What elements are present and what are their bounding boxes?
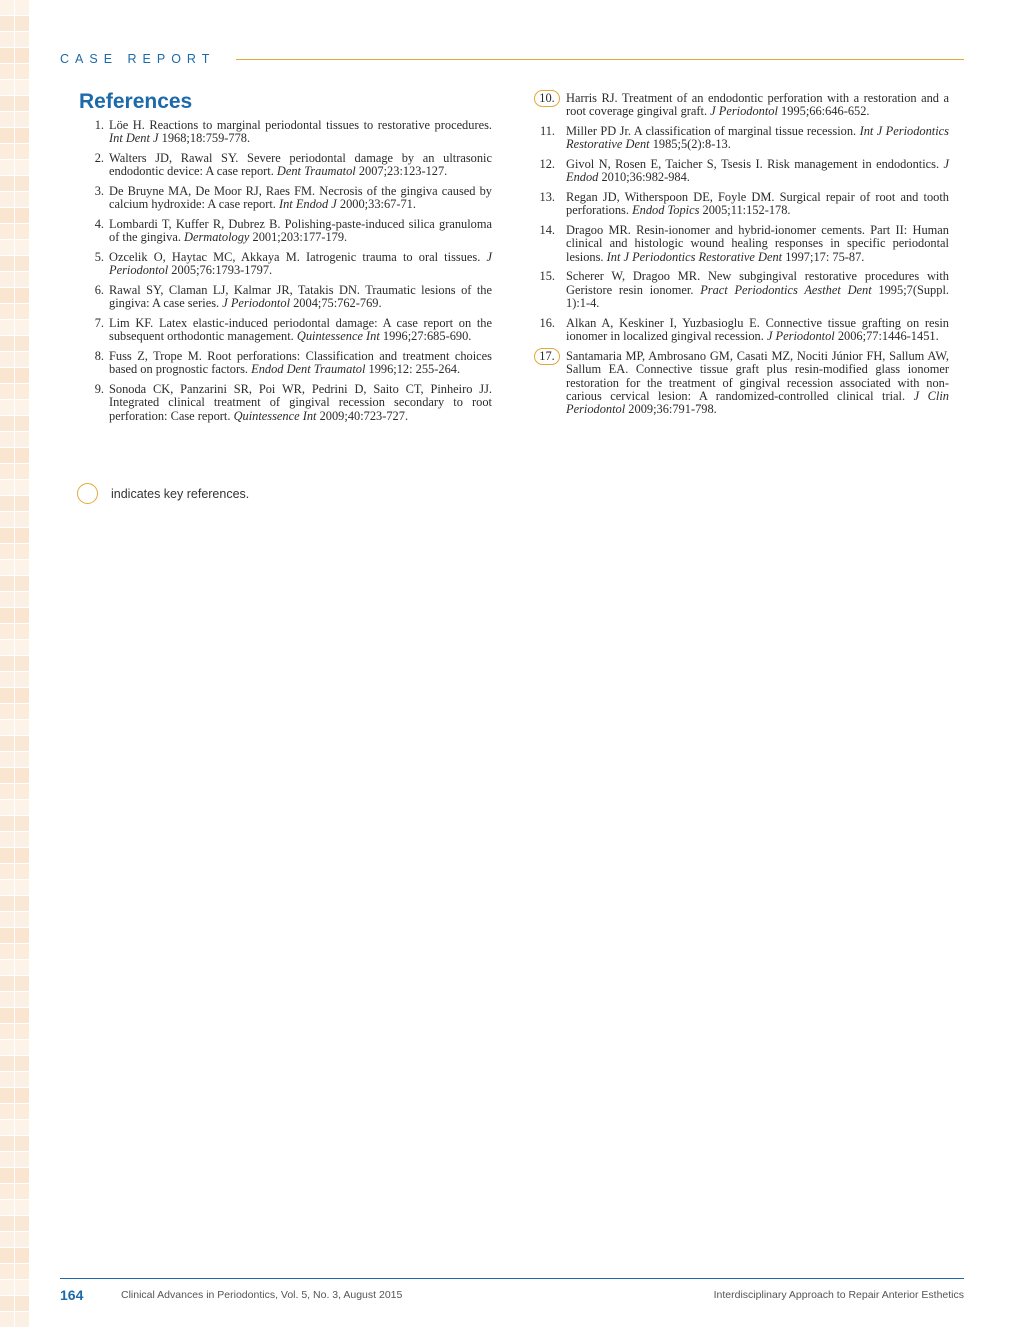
reference-item xyxy=(535,350,949,417)
reference-journal: Int J Periodontics Restorative Dent xyxy=(566,124,950,152)
strip-cell xyxy=(15,320,29,335)
footer-journal: Clinical Advances in Periodontics, Vol. 5, No. 3, August 2015 xyxy=(121,1289,403,1301)
strip-cell xyxy=(0,304,14,319)
strip-cell xyxy=(0,48,14,63)
strip-cell xyxy=(0,640,14,655)
strip-cell xyxy=(15,544,29,559)
strip-cell xyxy=(0,272,14,287)
reference-citation: 1968;18:759-778. xyxy=(158,131,251,146)
strip-cell xyxy=(15,608,29,623)
strip-cell xyxy=(15,736,29,751)
strip-cell xyxy=(15,832,29,847)
legend-text: indicates key references. xyxy=(111,486,250,501)
strip-cell xyxy=(0,0,14,15)
strip-cell xyxy=(15,336,29,351)
strip-cell xyxy=(0,544,14,559)
strip-cell xyxy=(0,720,14,735)
reference-journal: Dermatology xyxy=(184,230,250,245)
reference-text: Löe H. Reactions to marginal periodontal tissues to restorative procedures. xyxy=(109,118,492,132)
reference-citation: 2005;11:152-178. xyxy=(699,203,791,218)
reference-citation: 2007;23:123-127. xyxy=(355,164,448,179)
reference-citation: 1995;7(Suppl. 1):1-4. xyxy=(566,282,949,311)
strip-cell xyxy=(15,848,29,863)
reference-citation: 1997;17: 75-87. xyxy=(782,249,865,264)
strip-cell xyxy=(0,384,14,399)
strip-cell xyxy=(15,384,29,399)
strip-cell xyxy=(0,528,14,543)
strip-cell xyxy=(15,1216,29,1231)
strip-cell xyxy=(0,1008,14,1023)
strip-cell xyxy=(15,1120,29,1135)
strip-cell xyxy=(15,1200,29,1215)
strip-cell xyxy=(15,1248,29,1263)
strip-cell xyxy=(15,272,29,287)
strip-cell xyxy=(15,480,29,495)
strip-cell xyxy=(0,352,14,367)
reference-text: Lim KF. Latex elastic-induced periodontal damage: A case report on the subsequent orthodontic management. xyxy=(109,316,492,344)
reference-citation: 2009;40:723-727. xyxy=(316,408,409,423)
reference-journal: Dent Traumatol xyxy=(276,164,356,179)
strip-cell xyxy=(15,48,29,63)
reference-item xyxy=(84,350,492,377)
reference-journal: Quintessence Int xyxy=(296,329,380,344)
strip-cell xyxy=(15,864,29,879)
strip-cell xyxy=(15,912,29,927)
reference-item xyxy=(84,251,492,278)
strip-cell xyxy=(0,32,14,47)
header-rule xyxy=(236,59,964,60)
strip-cell xyxy=(0,1072,14,1087)
reference-item xyxy=(535,224,949,264)
strip-cell xyxy=(15,1296,29,1311)
references-list-left xyxy=(84,119,492,429)
reference-number: 7. xyxy=(94,316,104,330)
strip-cell xyxy=(15,1136,29,1151)
reference-text: Alkan A, Keskiner I, Yuzbasioglu E. Connective tissue grafting on resin ionomer in localized gingival recession. xyxy=(566,315,949,344)
strip-cell xyxy=(15,176,29,191)
strip-cell xyxy=(0,512,14,527)
strip-cell xyxy=(0,448,14,463)
strip-cell xyxy=(0,944,14,959)
strip-cell xyxy=(15,816,29,831)
reference-citation: 1996;27:685-690. xyxy=(379,329,472,344)
reference-item xyxy=(535,92,949,119)
strip-cell xyxy=(15,800,29,815)
reference-text: Fuss Z, Trope M. Root perforations: Classification and treatment choices based on prognostic factors. xyxy=(109,349,492,377)
page-number: 164 xyxy=(60,1287,84,1303)
strip-cell xyxy=(0,1280,14,1295)
strip-cell xyxy=(0,288,14,303)
reference-text: Harris RJ. Treatment of an endodontic perforation with a restoration and a root coverage gingival graft. xyxy=(566,91,949,119)
reference-number: 2. xyxy=(94,151,104,165)
strip-cell xyxy=(15,1168,29,1183)
key-references-legend xyxy=(77,483,249,504)
reference-text: Rawal SY, Claman LJ, Kalmar JR, Tatakis DN. Traumatic lesions of the gingiva: A case series. xyxy=(109,283,492,311)
strip-cell xyxy=(0,768,14,783)
strip-cell xyxy=(15,1152,29,1167)
reference-number: 11. xyxy=(539,124,555,138)
key-reference-number: 10. xyxy=(534,90,560,107)
strip-cell xyxy=(0,176,14,191)
strip-cell xyxy=(15,224,29,239)
reference-journal: Quintessence Int xyxy=(233,408,317,423)
strip-cell xyxy=(0,1264,14,1279)
strip-cell xyxy=(15,464,29,479)
strip-cell xyxy=(15,1072,29,1087)
strip-cell xyxy=(15,144,29,159)
strip-cell xyxy=(0,64,14,79)
reference-number: 15. xyxy=(539,269,555,284)
reference-journal: J Periodontol xyxy=(766,329,835,344)
reference-journal: J Periodontol xyxy=(222,296,291,311)
reference-number: 3. xyxy=(94,184,104,198)
strip-cell xyxy=(0,960,14,975)
key-marker-icon xyxy=(77,483,98,504)
strip-cell xyxy=(0,800,14,815)
strip-cell xyxy=(15,1088,29,1103)
strip-cell xyxy=(15,16,29,31)
reference-journal: J Periodontol xyxy=(710,104,778,119)
strip-cell xyxy=(0,208,14,223)
strip-cell xyxy=(15,448,29,463)
strip-cell xyxy=(15,928,29,943)
strip-cell xyxy=(15,896,29,911)
strip-cell xyxy=(15,96,29,111)
strip-cell xyxy=(0,144,14,159)
reference-citation: 2006;77:1446-1451. xyxy=(834,329,939,344)
reference-number: 14. xyxy=(539,223,555,237)
strip-cell xyxy=(15,624,29,639)
reference-number: 12. xyxy=(539,157,555,171)
reference-journal: Int Endod J xyxy=(278,197,337,212)
strip-cell xyxy=(0,160,14,175)
strip-cell xyxy=(0,240,14,255)
strip-cell xyxy=(15,288,29,303)
reference-item xyxy=(535,158,949,185)
strip-cell xyxy=(0,496,14,511)
strip-cell xyxy=(0,1216,14,1231)
strip-cell xyxy=(15,352,29,367)
strip-cell xyxy=(0,672,14,687)
strip-cell xyxy=(15,528,29,543)
reference-text: Ozcelik O, Haytac MC, Akkaya M. Iatrogenic trauma to oral tissues. xyxy=(109,250,487,264)
reference-journal: Endod Topics xyxy=(632,203,700,218)
decorative-side-strip xyxy=(0,0,30,1325)
section-label: CASE REPORT xyxy=(60,52,216,66)
strip-cell xyxy=(15,1280,29,1295)
strip-cell xyxy=(15,240,29,255)
reference-item xyxy=(535,125,949,152)
strip-cell xyxy=(15,960,29,975)
strip-cell xyxy=(0,80,14,95)
reference-number: 5. xyxy=(94,250,104,264)
strip-cell xyxy=(0,976,14,991)
strip-cell xyxy=(15,768,29,783)
strip-cell xyxy=(15,512,29,527)
reference-citation: 2010;36:982-984. xyxy=(598,170,690,185)
strip-cell xyxy=(0,816,14,831)
reference-journal: J Endod xyxy=(566,157,949,185)
strip-cell xyxy=(0,192,14,207)
strip-cell xyxy=(15,64,29,79)
strip-cell xyxy=(0,1104,14,1119)
strip-cell xyxy=(15,32,29,47)
strip-cell xyxy=(0,624,14,639)
strip-cell xyxy=(0,320,14,335)
strip-cell xyxy=(15,672,29,687)
strip-cell xyxy=(15,368,29,383)
strip-cell xyxy=(0,1024,14,1039)
reference-journal: J Clin Periodontol xyxy=(566,389,949,417)
strip-cell xyxy=(0,752,14,767)
strip-cell xyxy=(15,496,29,511)
strip-cell xyxy=(0,1120,14,1135)
strip-cell xyxy=(15,256,29,271)
strip-cell xyxy=(0,608,14,623)
strip-cell xyxy=(15,80,29,95)
strip-cell xyxy=(0,832,14,847)
strip-cell xyxy=(15,112,29,127)
strip-cell xyxy=(15,1264,29,1279)
strip-cell xyxy=(0,688,14,703)
strip-cell xyxy=(0,480,14,495)
references-heading: References xyxy=(79,90,193,113)
reference-text: Regan JD, Witherspoon DE, Foyle DM. Surgical repair of root and tooth perforations. xyxy=(566,190,949,218)
reference-citation: 2005;76:1793-1797. xyxy=(168,263,273,278)
strip-cell xyxy=(0,464,14,479)
strip-cell xyxy=(15,576,29,591)
strip-cell xyxy=(0,128,14,143)
strip-cell xyxy=(15,976,29,991)
strip-cell xyxy=(15,688,29,703)
reference-number: 6. xyxy=(94,283,104,297)
reference-journal: Endod Dent Traumatol xyxy=(251,362,366,377)
strip-cell xyxy=(0,1200,14,1215)
strip-cell xyxy=(15,416,29,431)
strip-cell xyxy=(0,1184,14,1199)
strip-cell xyxy=(15,128,29,143)
reference-citation: 2000;33:67-71. xyxy=(336,197,416,212)
strip-cell xyxy=(15,0,29,15)
reference-citation: 1985;5(2):8-13. xyxy=(649,137,731,152)
strip-cell xyxy=(0,336,14,351)
reference-citation: 1996;12: 255-264. xyxy=(365,362,461,377)
reference-number: 8. xyxy=(94,349,104,363)
strip-cell xyxy=(15,992,29,1007)
strip-cell xyxy=(0,256,14,271)
reference-journal: J Periodontol xyxy=(109,250,492,278)
footer-rule xyxy=(60,1278,964,1279)
reference-text: Scherer W, Dragoo MR. New subgingival restorative procedures with Geristore resin ionomer. xyxy=(566,269,949,297)
strip-cell xyxy=(0,912,14,927)
strip-cell xyxy=(0,1168,14,1183)
strip-cell xyxy=(0,1056,14,1071)
reference-number: 1. xyxy=(94,118,104,132)
strip-cell xyxy=(0,864,14,879)
strip-cell xyxy=(0,736,14,751)
reference-journal: Int J Periodontics Restorative Dent xyxy=(606,249,783,264)
reference-text: Walters JD, Rawal SY. Severe periodontal damage by an ultrasonic endodontic device: A case report. xyxy=(109,151,492,179)
strip-cell xyxy=(0,1136,14,1151)
reference-number: 4. xyxy=(94,217,104,231)
strip-cell xyxy=(0,576,14,591)
strip-cell xyxy=(0,784,14,799)
reference-item xyxy=(535,317,949,344)
reference-citation: 2009;36:791-798. xyxy=(625,402,717,417)
strip-cell xyxy=(0,848,14,863)
strip-cell xyxy=(15,1104,29,1119)
strip-cell xyxy=(15,160,29,175)
strip-cell xyxy=(0,592,14,607)
strip-cell xyxy=(15,656,29,671)
strip-cell xyxy=(0,432,14,447)
footer-article-title: Interdisciplinary Approach to Repair Anterior Esthetics xyxy=(713,1289,964,1301)
strip-cell xyxy=(0,224,14,239)
strip-cell xyxy=(15,704,29,719)
strip-cell xyxy=(0,704,14,719)
strip-cell xyxy=(0,896,14,911)
reference-item xyxy=(84,218,492,245)
reference-text: Dragoo MR. Resin-ionomer and hybrid-ionomer cements. Part II: Human clinical and histologic wound healing responses in specific periodontal lesions. xyxy=(566,223,949,264)
strip-cell xyxy=(0,16,14,31)
key-reference-number: 17. xyxy=(534,348,560,365)
strip-cell xyxy=(0,1296,14,1311)
strip-cell xyxy=(0,560,14,575)
strip-cell xyxy=(0,1232,14,1247)
strip-cell xyxy=(0,400,14,415)
strip-cell xyxy=(15,560,29,575)
strip-cell xyxy=(15,192,29,207)
strip-cell xyxy=(0,880,14,895)
reference-text: Sonoda CK, Panzarini SR, Poi WR, Pedrini D, Saito CT, Pinheiro JJ. Integrated clinical treatment of gingival recession secondary to root perforation: Case report. xyxy=(109,382,492,423)
strip-cell xyxy=(15,720,29,735)
reference-citation: 1995;66:646-652. xyxy=(777,104,870,119)
strip-cell xyxy=(15,944,29,959)
reference-text: Lombardi T, Kuffer R, Dubrez B. Polishing-paste-induced silica granuloma of the gingiva. xyxy=(109,217,492,245)
strip-cell xyxy=(15,400,29,415)
strip-cell xyxy=(15,1184,29,1199)
reference-number: 9. xyxy=(94,382,104,396)
strip-cell xyxy=(15,1232,29,1247)
reference-citation: 2004;75:762-769. xyxy=(290,296,382,311)
reference-item xyxy=(84,383,492,423)
strip-cell xyxy=(15,1024,29,1039)
reference-text: Santamaria MP, Ambrosano GM, Casati MZ, Nociti Júnior FH, Sallum AW, Sallum EA. Connective tissue graft plus resin-modified glass ionomer restoration for the treatment of gingival recession associated with non-carious cervical lesion: A randomized-controlled clinical trial. xyxy=(566,348,949,404)
strip-cell xyxy=(0,992,14,1007)
strip-cell xyxy=(0,416,14,431)
strip-cell xyxy=(0,1088,14,1103)
reference-item xyxy=(84,152,492,179)
strip-cell xyxy=(0,1040,14,1055)
reference-item xyxy=(535,191,949,218)
strip-cell xyxy=(0,96,14,111)
strip-cell xyxy=(0,656,14,671)
reference-text: Givol N, Rosen E, Taicher S, Tsesis I. Risk management in endodontics. xyxy=(566,157,944,171)
reference-journal: Int Dent J xyxy=(109,131,159,146)
strip-cell xyxy=(0,368,14,383)
reference-citation: 2001;203:177-179. xyxy=(249,230,348,245)
strip-cell xyxy=(15,1040,29,1055)
strip-cell xyxy=(15,1008,29,1023)
strip-cell xyxy=(15,1056,29,1071)
strip-cell xyxy=(0,928,14,943)
strip-cell xyxy=(15,208,29,223)
reference-item xyxy=(84,284,492,311)
strip-cell xyxy=(15,592,29,607)
strip-cell xyxy=(15,752,29,767)
strip-cell xyxy=(15,784,29,799)
reference-item xyxy=(535,270,949,310)
references-list-right xyxy=(535,92,949,423)
reference-item xyxy=(84,185,492,212)
strip-cell xyxy=(15,880,29,895)
reference-text: Miller PD Jr. A classification of marginal tissue recession. xyxy=(566,124,860,138)
strip-cell xyxy=(15,640,29,655)
reference-number: 13. xyxy=(539,190,555,204)
reference-journal: Pract Periodontics Aesthet Dent xyxy=(700,282,872,297)
strip-cell xyxy=(0,112,14,127)
reference-text: De Bruyne MA, De Moor RJ, Raes FM. Necrosis of the gingiva caused by calcium hydroxide: A case report. xyxy=(109,184,492,212)
strip-cell xyxy=(0,1152,14,1167)
reference-item xyxy=(84,317,492,344)
strip-cell xyxy=(15,432,29,447)
reference-number: 16. xyxy=(539,315,555,330)
reference-item xyxy=(84,119,492,146)
strip-cell xyxy=(0,1248,14,1263)
strip-cell xyxy=(15,304,29,319)
